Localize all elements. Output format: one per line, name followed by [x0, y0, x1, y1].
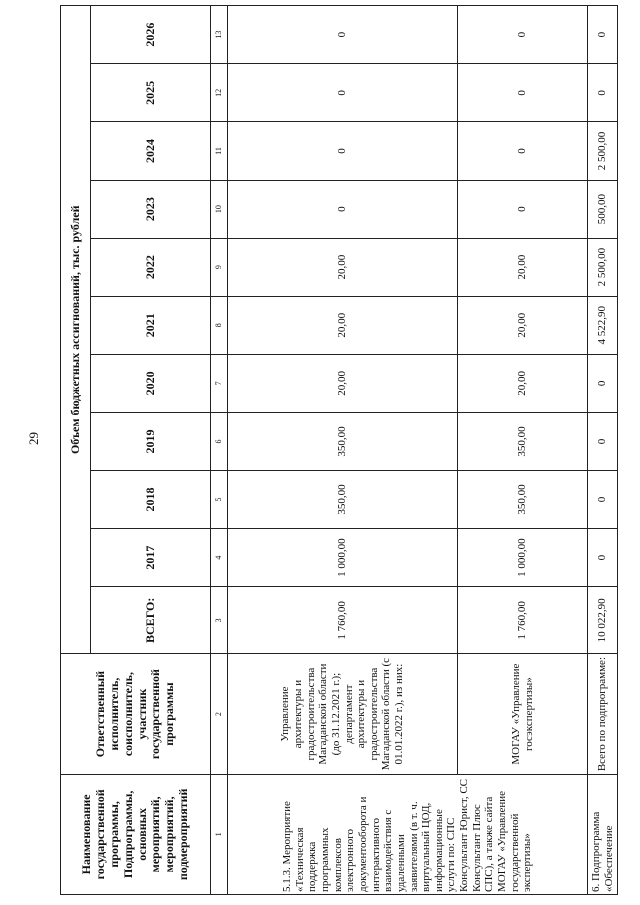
header-year: 2023	[91, 180, 211, 238]
index-cell: 5	[211, 470, 228, 528]
index-cell: 11	[211, 122, 228, 180]
header-year: 2021	[91, 296, 211, 354]
value-cell: 1 760,00	[228, 587, 458, 654]
value-cell: 20,00	[228, 354, 458, 412]
index-cell: 13	[211, 6, 228, 64]
value-cell: 20,00	[228, 296, 458, 354]
budget-table	[60, 5, 618, 895]
value-cell: 0	[458, 122, 588, 180]
value-cell: 0	[588, 64, 618, 122]
value-cell: 500,00	[588, 180, 618, 238]
row-name: 5.1.3. Мероприятие «Техническая поддержка программных комплексов электронного документооборота и интерактивного взаимодействия с удаленными заявителями (в т. ч. виртуальный ЦОД, информационные услуги по: СПС Консультант Юрист, СС Консультант Плюс СПС), а также сайта МОГАУ «Управление государственной экспертизы»	[228, 774, 588, 894]
value-cell: 0	[228, 180, 458, 238]
value-cell: 1 000,00	[228, 529, 458, 587]
value-cell: 10 022,90	[588, 587, 618, 654]
value-cell: 4 522,90	[588, 296, 618, 354]
value-cell: 0	[228, 64, 458, 122]
value-cell: 0	[458, 6, 588, 64]
page-number: 29	[26, 432, 41, 445]
index-cell: 4	[211, 529, 228, 587]
value-cell: 0	[588, 412, 618, 470]
value-cell: 0	[228, 122, 458, 180]
value-cell: 2 500,00	[588, 122, 618, 180]
value-cell: 0	[588, 6, 618, 64]
header-year: 2024	[91, 122, 211, 180]
value-cell: 20,00	[458, 296, 588, 354]
table-row	[228, 6, 458, 895]
rotated-table-container	[60, 0, 640, 895]
index-cell: 10	[211, 180, 228, 238]
value-cell: 0	[228, 6, 458, 64]
value-cell: 0	[458, 64, 588, 122]
value-cell: 0	[588, 354, 618, 412]
row-name: 6. Подпрограмма «Обеспечение	[588, 774, 618, 894]
value-cell: 20,00	[228, 238, 458, 296]
header-budget: Объем бюджетных ассигнований, тыс. рублей	[61, 6, 91, 654]
index-row	[211, 6, 228, 895]
header-year: 2020	[91, 354, 211, 412]
index-cell: 7	[211, 354, 228, 412]
value-cell: 0	[588, 470, 618, 528]
row-executor: МОГАУ «Управление госэкспертизы»	[458, 654, 588, 774]
index-cell: 6	[211, 412, 228, 470]
header-year: 2018	[91, 470, 211, 528]
index-cell: 12	[211, 64, 228, 122]
value-cell: 1 760,00	[458, 587, 588, 654]
table-row	[588, 6, 618, 895]
value-cell: 0	[458, 180, 588, 238]
index-cell: 3	[211, 587, 228, 654]
value-cell: 350,00	[458, 470, 588, 528]
header-executor: Ответственный исполнитель, соисполнитель, участник государственной программы	[61, 654, 211, 774]
value-cell: 20,00	[458, 354, 588, 412]
header-year: 2026	[91, 6, 211, 64]
value-cell: 350,00	[458, 412, 588, 470]
header-year: 2025	[91, 64, 211, 122]
index-cell: 2	[211, 654, 228, 774]
header-year: 2022	[91, 238, 211, 296]
row-executor: Управление архитектуры и градостроительства Магаданской области (до 31.12.2021 г.); департамент архитектуры и градостроительства Магаданской области (с 01.01.2022 г.), из них:	[228, 654, 458, 774]
index-cell: 8	[211, 296, 228, 354]
index-cell: 1	[211, 774, 228, 894]
value-cell: 0	[588, 529, 618, 587]
header-total: ВСЕГО:	[91, 587, 211, 654]
value-cell: 1 000,00	[458, 529, 588, 587]
header-year: 2019	[91, 412, 211, 470]
value-cell: 350,00	[228, 470, 458, 528]
table-row	[458, 6, 588, 895]
row-executor: Всего по подпрограмме:	[588, 654, 618, 774]
index-cell: 9	[211, 238, 228, 296]
header-year: 2017	[91, 529, 211, 587]
value-cell: 2 500,00	[588, 238, 618, 296]
value-cell: 20,00	[458, 238, 588, 296]
header-name: Наименование государственной программы, Подпрограммы, основных мероприятий, мероприятий, подмероприятий	[61, 774, 211, 894]
value-cell: 350,00	[228, 412, 458, 470]
